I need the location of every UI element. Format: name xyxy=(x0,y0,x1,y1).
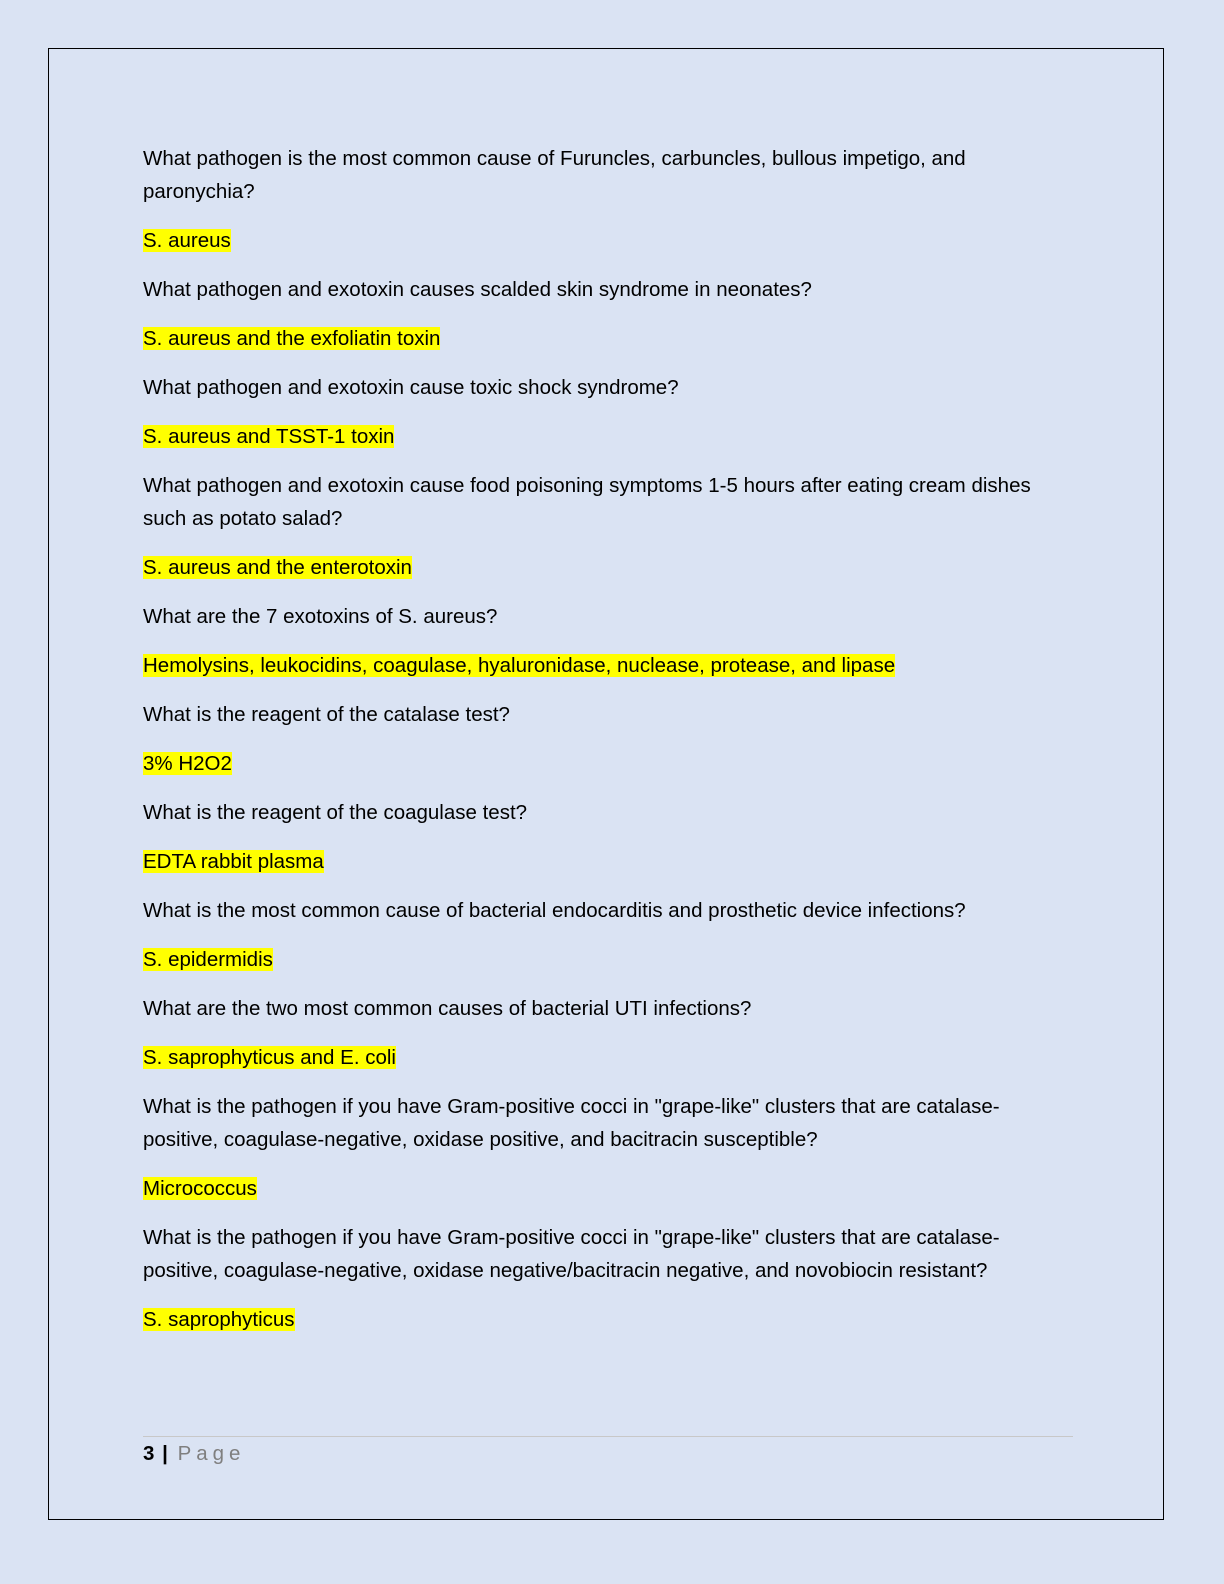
answer-text xyxy=(143,845,1073,878)
question-text: What are the 7 exotoxins of S. aureus? xyxy=(143,605,498,628)
answer-highlight: S. aureus and TSST-1 toxin xyxy=(143,425,395,448)
answer-highlight: S. epidermidis xyxy=(143,948,273,971)
answer-text xyxy=(143,943,1073,976)
answer-highlight: S. aureus xyxy=(143,229,231,252)
page-footer xyxy=(143,1440,245,1468)
answer-text xyxy=(143,649,1073,682)
question-text: What is the reagent of the catalase test? xyxy=(143,703,510,726)
answer-highlight: S. aureus and the exfoliatin toxin xyxy=(143,327,441,350)
answer-highlight: 3% H2O2 xyxy=(143,752,232,775)
question-text: What are the two most common causes of bacterial UTI infections? xyxy=(143,997,752,1020)
page-label: Page xyxy=(177,1442,246,1465)
footer-divider xyxy=(143,1436,1073,1437)
question-text: What pathogen and exotoxin causes scalded skin syndrome in neonates? xyxy=(143,278,812,301)
question-text: What is the most common cause of bacterial endocarditis and prosthetic device infections? xyxy=(143,899,966,922)
answer-highlight: S. saprophyticus and E. coli xyxy=(143,1046,396,1069)
page-separator: | xyxy=(162,1442,168,1465)
question-text: What is the pathogen if you have Gram-positive cocci in "grape-like" clusters that are catalase-positive, coagulase-negative, oxidase negative/bacitracin negative, and novobiocin resistant? xyxy=(143,1226,1000,1282)
answer-highlight: EDTA rabbit plasma xyxy=(143,850,324,873)
answer-text xyxy=(143,747,1073,780)
answer-highlight: Hemolysins, leukocidins, coagulase, hyaluronidase, nuclease, protease, and lipase xyxy=(143,654,896,677)
question-text: What is the reagent of the coagulase test? xyxy=(143,801,528,824)
answer-text xyxy=(143,420,1073,453)
answer-text xyxy=(143,224,1073,257)
answer-text xyxy=(143,1303,1073,1336)
answer-text xyxy=(143,1041,1073,1074)
question-text: What pathogen and exotoxin cause toxic shock syndrome? xyxy=(143,376,679,399)
answer-text xyxy=(143,322,1073,355)
question-text: What pathogen and exotoxin cause food poisoning symptoms 1-5 hours after eating cream dishes such as potato salad? xyxy=(143,474,1031,530)
page-number: 3 xyxy=(143,1442,155,1465)
document-body xyxy=(143,142,1073,1352)
question-text: What pathogen is the most common cause of Furuncles, carbuncles, bullous impetigo, and paronychia? xyxy=(143,147,966,203)
answer-text xyxy=(143,551,1073,584)
answer-highlight: Micrococcus xyxy=(143,1177,257,1200)
answer-text xyxy=(143,1172,1073,1205)
answer-highlight: S. aureus and the enterotoxin xyxy=(143,556,412,579)
answer-highlight: S. saprophyticus xyxy=(143,1308,295,1331)
question-text: What is the pathogen if you have Gram-positive cocci in "grape-like" clusters that are catalase-positive, coagulase-negative, oxidase positive, and bacitracin susceptible? xyxy=(143,1095,1000,1151)
